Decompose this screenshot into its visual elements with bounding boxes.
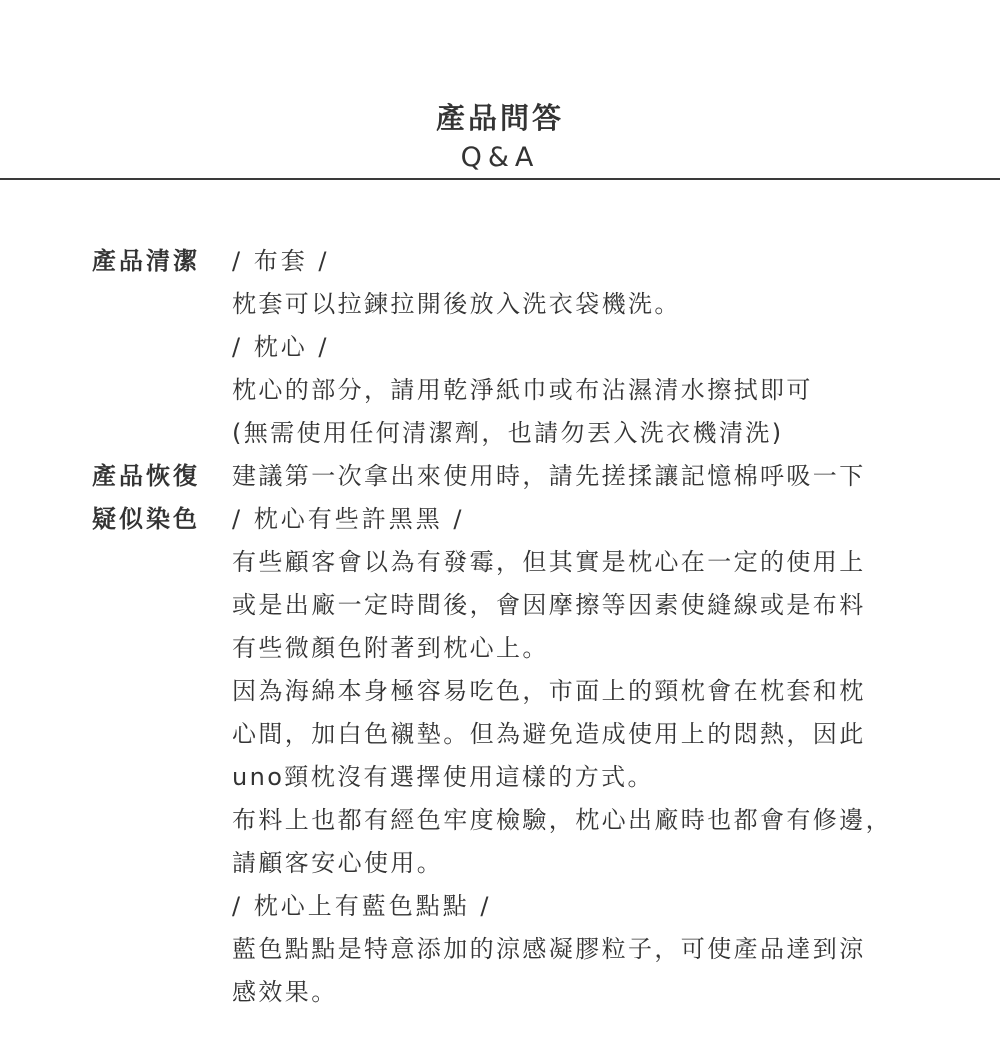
- category-staining: 疑似染色: [92, 505, 200, 533]
- qa-row: [0, 326, 1000, 369]
- answer-line: 枕心的部分，請用乾淨紙巾或布沾濕清水擦拭即可: [232, 376, 813, 404]
- header-divider: [0, 178, 1000, 180]
- qa-row: [0, 283, 1000, 326]
- qa-row: [0, 842, 1000, 885]
- qa-row: [0, 369, 1000, 412]
- category-recovery: 產品恢復: [92, 462, 200, 490]
- qa-row: [0, 799, 1000, 842]
- answer-line: 建議第一次拿出來使用時，請先搓揉讓記憶棉呼吸一下: [232, 462, 866, 490]
- category-cleaning: 產品清潔: [92, 247, 200, 275]
- qa-row: [0, 584, 1000, 627]
- qa-row: [0, 627, 1000, 670]
- qa-row: [0, 541, 1000, 584]
- qa-row: [0, 498, 1000, 541]
- answer-line: 有些顧客會以為有發霉，但其實是枕心在一定的使用上: [232, 548, 866, 576]
- qa-row: [0, 971, 1000, 1014]
- answer-line: 有些微顏色附著到枕心上。: [232, 634, 549, 662]
- answer-line: 布料上也都有經色牢度檢驗，枕心出廠時也都會有修邊，: [232, 806, 892, 834]
- qa-row: [0, 455, 1000, 498]
- answer-line: 感效果。: [232, 978, 338, 1006]
- qa-row: [0, 885, 1000, 928]
- qa-row: [0, 412, 1000, 455]
- answer-line: (無需使用任何清潔劑，也請勿丟入洗衣機清洗): [232, 419, 784, 447]
- answer-line: 或是出廠一定時間後，會因摩擦等因素使縫線或是布料: [232, 591, 866, 619]
- subheading-dark-spots: / 枕心有些許黑黑 /: [232, 505, 465, 533]
- page-subtitle: Q&A: [460, 142, 540, 173]
- qa-list: [0, 240, 1000, 1014]
- answer-line: 心間，加白色襯墊。但為避免造成使用上的悶熱，因此: [232, 720, 866, 748]
- answer-line: 因為海綿本身極容易吃色，市面上的頸枕會在枕套和枕: [232, 677, 866, 705]
- answer-line: 藍色點點是特意添加的涼感凝膠粒子，可使產品達到涼: [232, 935, 866, 963]
- subheading-blue-dots: / 枕心上有藍色點點 /: [232, 892, 492, 920]
- answer-line: 請顧客安心使用。: [232, 849, 444, 877]
- qa-row: [0, 756, 1000, 799]
- answer-line: 枕套可以拉鍊拉開後放入洗衣袋機洗。: [232, 290, 681, 318]
- qa-row: [0, 713, 1000, 756]
- page-title: 產品問答: [435, 101, 564, 135]
- answer-line: uno頸枕沒有選擇使用這樣的方式。: [232, 763, 654, 791]
- subheading-cover: / 布套 /: [232, 247, 330, 275]
- qa-row: [0, 240, 1000, 283]
- subheading-core: / 枕心 /: [232, 333, 330, 361]
- qa-row: [0, 670, 1000, 713]
- qa-row: [0, 928, 1000, 971]
- page-header: [0, 96, 1000, 176]
